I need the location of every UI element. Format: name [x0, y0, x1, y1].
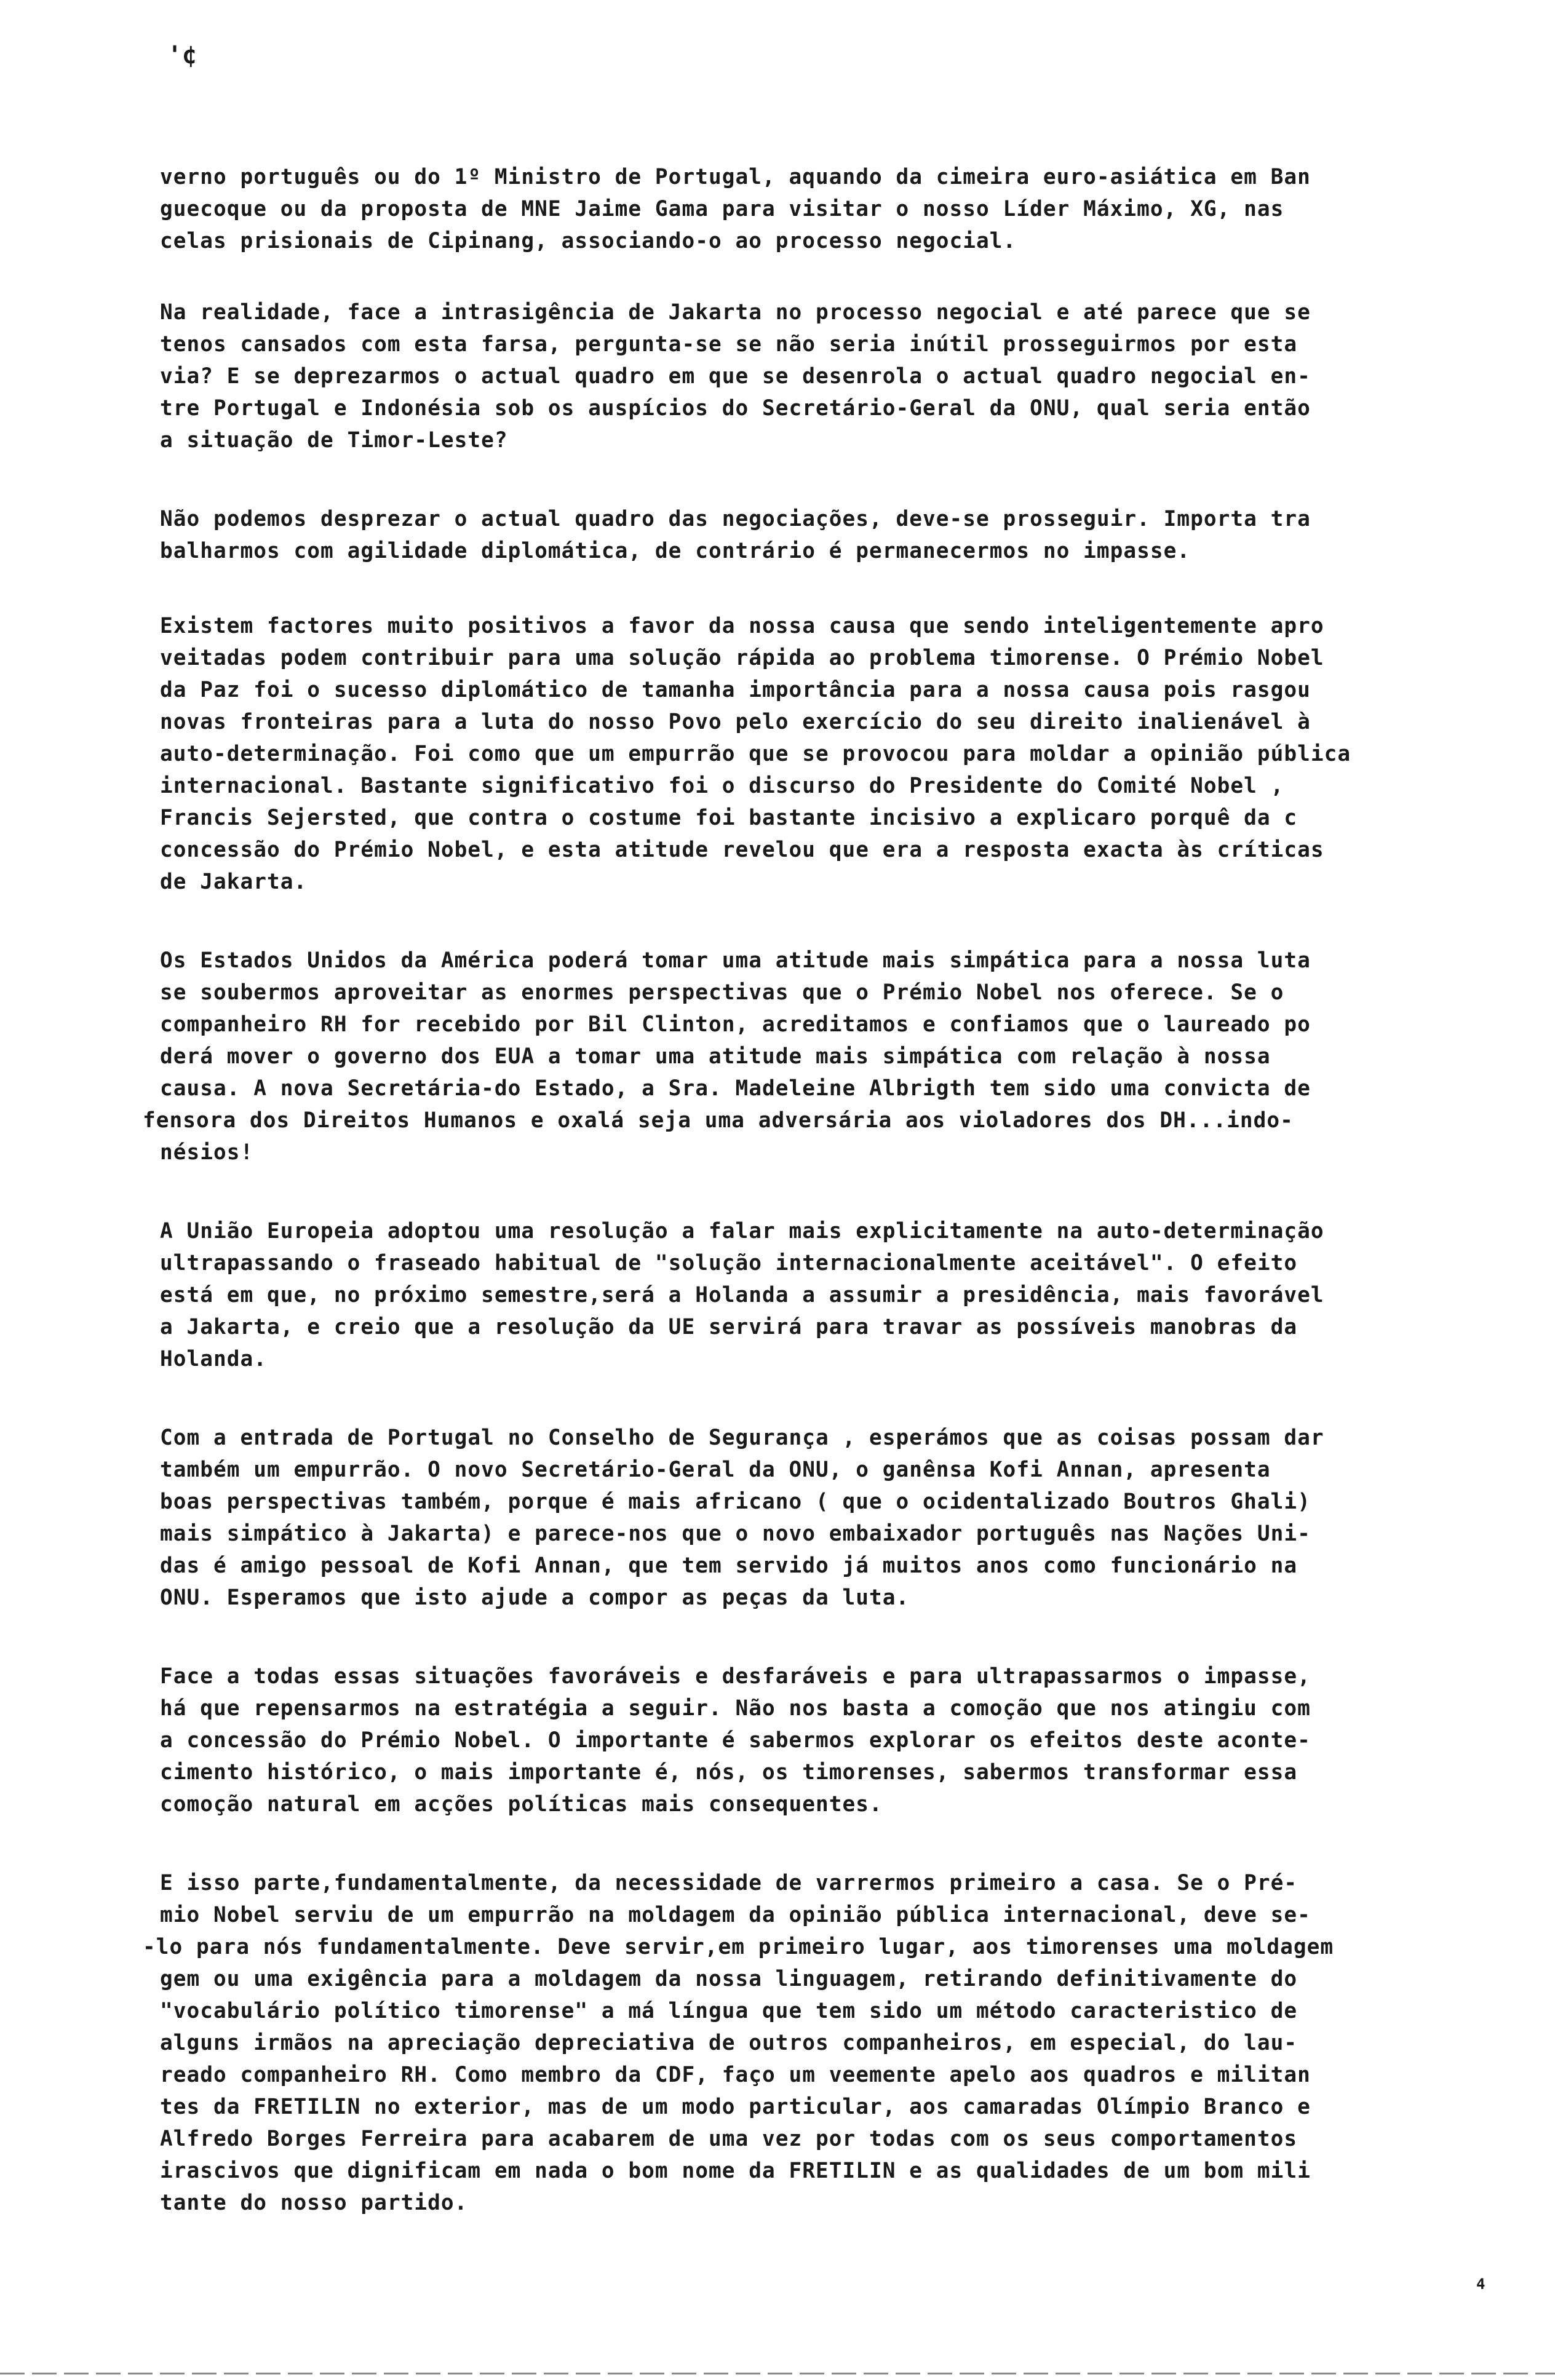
- text-line: "vocabulário político timorense" a má língua que tem sido um método caracteristico de: [160, 1999, 1298, 2023]
- text-line: Com a entrada de Portugal no Conselho de Segurança , esperámos que as coisas possam dar: [160, 1426, 1324, 1450]
- text-line: via? E se deprezarmos o actual quadro em que se desenrola o actual quadro negocial en-: [160, 364, 1311, 389]
- paragraph: [160, 1422, 1498, 1614]
- text-line: boas perspectivas também, porque é mais africano ( que o ocidentalizado Boutros Ghali): [160, 1489, 1311, 1514]
- text-line: A União Europeia adoptou uma resolução a falar mais explicitamente na auto-determinação: [160, 1219, 1324, 1244]
- text-line: mio Nobel serviu de um empurrão na moldagem da opinião pública internacional, deve se-: [160, 1903, 1311, 1927]
- text-line: balharmos com agilidade diplomática, de contrário é permanecermos no impasse.: [160, 539, 1191, 563]
- paragraph: [143, 1867, 1498, 2219]
- text-line: mais simpático à Jakarta) e parece-nos que o novo embaixador português nas Nações Uni-: [160, 1521, 1311, 1546]
- paragraph: [160, 610, 1498, 898]
- text-line: a concessão do Prémio Nobel. O importante é sabermos explorar os efeitos deste aconte-: [160, 1728, 1311, 1753]
- text-line: tes da FRETILIN no exterior, mas de um modo particular, aos camaradas Olímpio Branco e: [160, 2095, 1311, 2119]
- paragraph: [160, 1215, 1498, 1375]
- text-line: Francis Sejersted, que contra o costume foi bastante incisivo a explicaro porquê da c: [160, 806, 1298, 830]
- text-line: veitadas podem contribuir para uma solução rápida ao problema timorense. O Prémio Nobel: [160, 646, 1324, 670]
- text-line: ONU. Esperamos que isto ajude a compor as peças da luta.: [160, 1585, 910, 1610]
- text-line: está em que, no próximo semestre,será a Holanda a assumir a presidência, mais favorável: [160, 1283, 1324, 1307]
- text-line: cimento histórico, o mais importante é, nós, os timorenses, sabermos transformar essa: [160, 1760, 1298, 1785]
- text-line: Holanda.: [160, 1347, 268, 1371]
- paragraph: [160, 1660, 1498, 1820]
- text-line: Face a todas essas situações favoráveis e desfaráveis e para ultrapassarmos o impasse,: [160, 1664, 1311, 1689]
- text-line: também um empurrão. O novo Secretário-Geral da ONU, o ganênsa Kofi Annan, apresenta: [160, 1458, 1271, 1482]
- text-line: -lo para nós fundamentalmente. Deve servir,em primeiro lugar, aos timorenses uma moldagem: [143, 1935, 1334, 1959]
- scan-edge-divider: [0, 2373, 1555, 2374]
- text-line: Os Estados Unidos da América poderá tomar uma atitude mais simpática para a nossa luta: [160, 948, 1311, 973]
- text-line: gem ou uma exigência para a moldagem da nossa linguagem, retirando definitivamente do: [160, 1967, 1298, 1991]
- text-line: concessão do Prémio Nobel, e esta atitude revelou que era a resposta exacta às críticas: [160, 838, 1324, 862]
- text-line: irascivos que dignificam em nada o bom nome da FRETILIN e as qualidades de um bom mili: [160, 2159, 1311, 2183]
- text-line: comoção natural em acções políticas mais consequentes.: [160, 1792, 883, 1817]
- text-line: a Jakarta, e creio que a resolução da UE servirá para travar as possíveis manobras da: [160, 1315, 1298, 1339]
- text-line: auto-determinação. Foi como que um empurrão que se provocou para moldar a opinião pública: [160, 742, 1351, 766]
- paragraph: [160, 161, 1498, 257]
- text-line: internacional. Bastante significativo foi o discurso do Presidente do Comité Nobel ,: [160, 774, 1284, 798]
- text-line: Alfredo Borges Ferreira para acabarem de uma vez por todas com os seus comportamentos: [160, 2127, 1298, 2151]
- text-line: há que repensarmos na estratégia a seguir. Não nos basta a comoção que nos atingiu com: [160, 1696, 1311, 1721]
- text-line: fensora dos Direitos Humanos e oxalá seja uma adversária aos violadores dos DH...indo-: [143, 1108, 1294, 1133]
- text-line: verno português ou do 1º Ministro de Portugal, aquando da cimeira euro-asiática em Ban: [160, 165, 1311, 189]
- text-line: guecoque ou da proposta de MNE Jaime Gama para visitar o nosso Líder Máximo, XG, nas: [160, 197, 1284, 221]
- text-line: tre Portugal e Indonésia sob os auspícios do Secretário-Geral da ONU, qual seria então: [160, 396, 1311, 421]
- text-line: causa. A nova Secretária-do Estado, a Sra. Madeleine Albrigth tem sido uma convicta de: [160, 1076, 1311, 1101]
- text-line: tante do nosso partido.: [160, 2191, 468, 2215]
- text-line: Existem factores muito positivos a favor da nossa causa que sendo inteligentemente apro: [160, 614, 1324, 638]
- text-line: a situação de Timor-Leste?: [160, 428, 508, 453]
- text-line: Na realidade, face a intrasigência de Jakarta no processo negocial e até parece que se: [160, 300, 1311, 325]
- text-line: de Jakarta.: [160, 870, 308, 894]
- paragraph: [160, 503, 1498, 567]
- text-line: nésios!: [160, 1140, 254, 1165]
- text-line: celas prisionais de Cipinang, associando-o ao processo negocial.: [160, 229, 1017, 253]
- text-line: das é amigo pessoal de Kofi Annan, que tem servido já muitos anos como funcionário na: [160, 1553, 1298, 1578]
- text-line: derá mover o governo dos EUA a tomar uma atitude mais simpática com relação à nossa: [160, 1044, 1271, 1069]
- page-number: 4: [1476, 2275, 1485, 2293]
- text-line: companheiro RH for recebido por Bil Clinton, acreditamos e confiamos que o laureado po: [160, 1012, 1311, 1037]
- document-body: [143, 161, 1498, 2266]
- text-line: Não podemos desprezar o actual quadro das negociações, deve-se prosseguir. Importa tra: [160, 507, 1311, 531]
- text-line: alguns irmãos na apreciação depreciativa de outros companheiros, em especial, do lau-: [160, 2031, 1298, 2055]
- paragraph: [160, 296, 1498, 456]
- text-line: E isso parte,fundamentalmente, da necessidade de varrermos primeiro a casa. Se o Pré-: [160, 1871, 1298, 1895]
- corner-mark: '¢: [167, 41, 197, 69]
- text-line: ultrapassando o fraseado habitual de "solução internacionalmente aceitável". O efeito: [160, 1251, 1298, 1275]
- paragraph: [143, 945, 1498, 1168]
- text-line: da Paz foi o sucesso diplomático de tamanha importância para a nossa causa pois rasgou: [160, 678, 1311, 702]
- text-line: reado companheiro RH. Como membro da CDF, faço um veemente apelo aos quadros e militan: [160, 2063, 1311, 2087]
- text-line: se soubermos aproveitar as enormes perspectivas que o Prémio Nobel nos oferece. Se o: [160, 980, 1284, 1005]
- text-line: tenos cansados com esta farsa, pergunta-se se não seria inútil prosseguirmos por esta: [160, 332, 1298, 357]
- text-line: novas fronteiras para a luta do nosso Povo pelo exercício do seu direito inalienável à: [160, 710, 1311, 734]
